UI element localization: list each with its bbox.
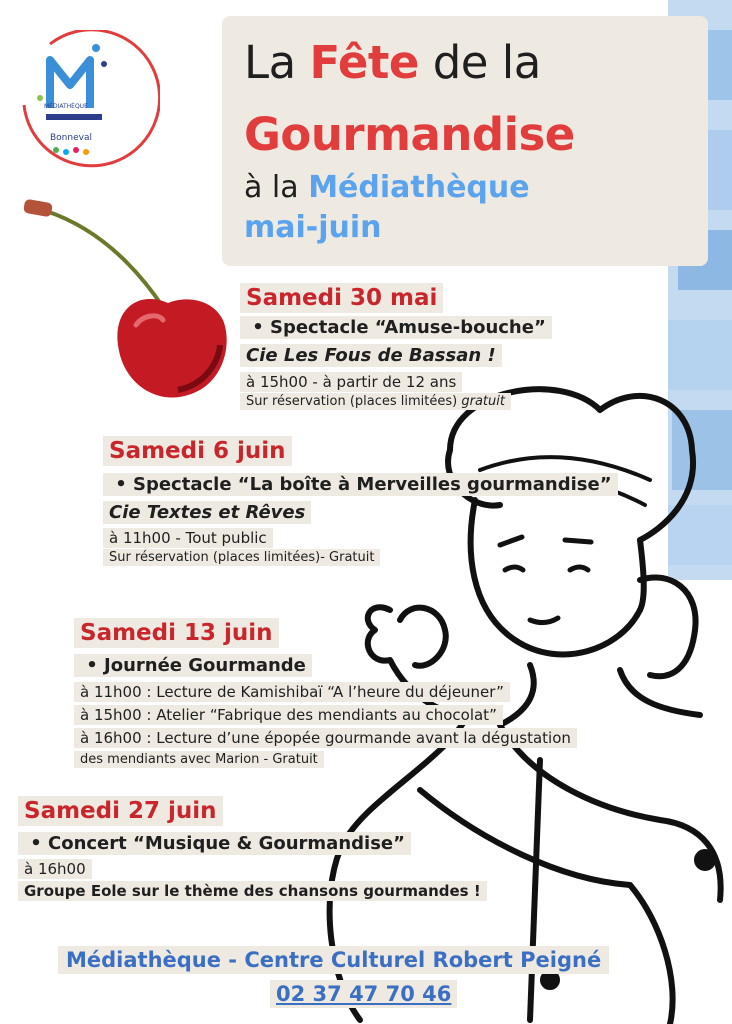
title-period: mai-juin (244, 210, 382, 245)
footer-phone-link[interactable]: 02 37 47 70 46 (270, 980, 457, 1008)
event-3-line-1: à 11h00 : Lecture de Kamishibaï “A l’heure du déjeuner” (74, 682, 510, 702)
event-2-company: Cie Textes et Rêves (103, 501, 311, 524)
title-fete: Fête (309, 36, 419, 89)
event-3-line-2: à 15h00 : Atelier “Fabrique des mendiants au chocolat” (74, 705, 503, 725)
cherry-icon (18, 195, 233, 415)
title-line-3: à la Médiathèque (244, 170, 530, 205)
event-1-company: Cie Les Fous de Bassan ! (240, 344, 502, 367)
event-4-time: à 16h00 (18, 859, 92, 879)
event-3-show: • Journée Gourmande (74, 654, 312, 677)
event-4-show: • Concert “Musique & Gourmandise” (18, 832, 411, 855)
footer-place: Médiathèque - Centre Culturel Robert Peigné (58, 946, 609, 974)
event-2-date: Samedi 6 juin (103, 436, 292, 466)
event-4-note: Groupe Eole sur le thème des chansons gourmandes ! (18, 881, 487, 901)
event-1-time: à 15h00 - à partir de 12 ans (240, 372, 462, 392)
logo-sub-text: Bonneval (50, 133, 92, 143)
event-2-show: • Spectacle “La boîte à Merveilles gourmandise” (103, 473, 618, 496)
event-4-date: Samedi 27 juin (18, 796, 223, 826)
event-2-time: à 11h00 - Tout public (103, 528, 273, 548)
event-3-note: des mendiants avec Marion - Gratuit (74, 751, 324, 768)
event-1-show: • Spectacle “Amuse-bouche” (240, 316, 552, 339)
title-mediatheque: Médiathèque (308, 170, 530, 205)
event-3-line-3: à 16h00 : Lecture d’une épopée gourmande avant la dégustation (74, 728, 577, 748)
logo-name: MÉDIATHÈQUE (44, 103, 88, 110)
event-3-date: Samedi 13 juin (74, 618, 279, 648)
title-line-1: La Fête de la (244, 36, 541, 89)
title-gourmandise: Gourmandise (244, 108, 575, 161)
event-2-note: Sur réservation (places limitées)- Gratuit (103, 549, 380, 566)
event-1-date: Samedi 30 mai (240, 283, 443, 313)
event-1-note: Sur réservation (places limitées) gratuit (240, 393, 511, 410)
